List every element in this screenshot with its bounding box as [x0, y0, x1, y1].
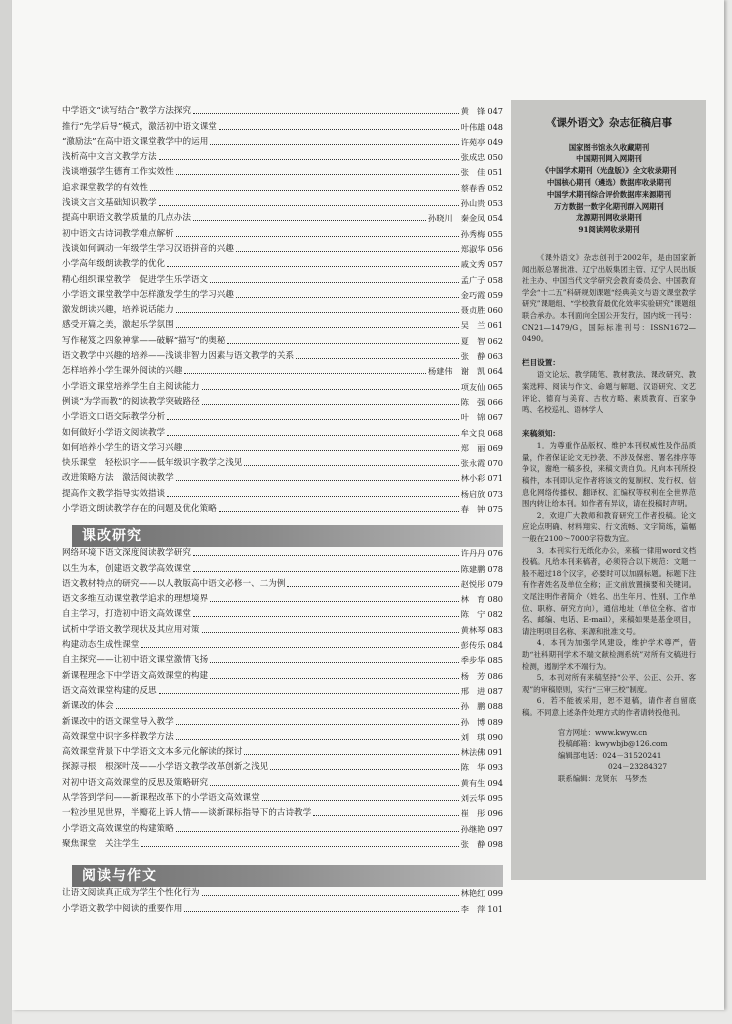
toc-entry[interactable] [62, 898, 503, 913]
toc-entry-page: 050 [487, 152, 503, 163]
toc-entry-author: 牟文良 [460, 427, 486, 438]
toc-entry-author: 叶伟雄 [460, 121, 486, 132]
indexing-list [522, 142, 696, 236]
submission-note: 1．为尊重作品版权、维护本刊权威性及作品质量，作者保证论文无抄袭、不涉及保密、署名排序等争议，谢绝一稿多投，来稿文责自负。凡向本刊所投稿件，本刊即认定作者将该文的复制权、发行权、信息化网络传播权、翻译权、汇编权等权利在全世界范围内转让给本刊。如作者有异议，请在投稿时声明。 [522, 441, 696, 509]
toc-entry[interactable] [62, 574, 503, 589]
toc-entry-title: 自主学习，打造初中语文高效课堂 [62, 609, 191, 620]
email-link[interactable]: kwywbjb@126.com [594, 739, 668, 749]
toc-entry-author: 陈 强 [460, 396, 486, 407]
toc-entry-title: 新课改的体会 [62, 701, 114, 712]
toc-entry-title: 浅谈如何调动一年级学生学习汉语拼音的兴趣 [62, 243, 234, 254]
toc-entry[interactable] [62, 315, 503, 330]
leader-dots [176, 327, 459, 328]
toc-group-3 [62, 883, 503, 914]
toc-entry-page: 059 [487, 289, 503, 300]
toc-entry-title: 写作秘笈之四象神掌——破解“描写”的奥秘 [62, 335, 226, 346]
phone-label: 编辑部电话： [558, 750, 603, 760]
toc-entry-author: 孟广子 [460, 274, 486, 285]
toc-entry-title: 自主探究——让初中语文课堂激情飞扬 [62, 655, 209, 666]
submission-note: 3．本刊实行无纸化办公，来稿一律用word文档投稿。凡给本刊来稿者，必须符合以下规范：文题一般不超过18个汉字，必要时可以加副标题。标题下注有作者姓名及单位全称；正文前放置摘要和关键词。文尾注明作者简介（姓名、出生年月、性别、工作单位、职称、研究方向），通信地址（单位全称、省市名、邮编、电话、E-mail），来稿如果是基金项目，请注明项目名称、来源和批准文号。 [522, 545, 696, 636]
toc-entry-title: 探源寻根 根深叶茂——小学语文教学改革创新之浅见 [62, 762, 269, 773]
leader-dots [116, 708, 459, 709]
sidebar-title: 《课外语文》杂志征稿启事 [546, 117, 672, 129]
leader-dots [202, 632, 459, 633]
toc-entry-title: 浅谈增强学生德育工作实效性 [62, 167, 174, 178]
toc-entry-author: 夏 智 [460, 335, 486, 346]
toc-entry[interactable] [62, 483, 503, 498]
toc-entry-author: 金巧霞 [460, 289, 486, 300]
leader-dots [210, 144, 458, 145]
toc-entry-author: 黄有生 [460, 777, 486, 788]
toc-entry[interactable] [62, 727, 503, 742]
toc-entry-page: 060 [487, 305, 503, 316]
toc-entry[interactable] [62, 772, 503, 787]
toc-entry[interactable] [62, 558, 503, 573]
toc-entry[interactable] [62, 788, 503, 803]
toc-entry-title: 以生为本，创建语文教学高效课堂 [62, 563, 191, 574]
toc-entry[interactable] [62, 361, 503, 376]
toc-entry[interactable] [62, 269, 503, 284]
toc-entry-title: 构建动态生成性课堂 [62, 640, 140, 651]
toc-entry-author: 刘 琪 [460, 731, 486, 742]
toc-entry-title: 快乐课堂 轻松识字——低年级识字教学之浅见 [62, 458, 243, 469]
toc-entry[interactable] [62, 589, 503, 604]
toc-entry-author: 孙 鹏 [460, 701, 486, 712]
toc-entry-page: 049 [487, 136, 503, 147]
toc-entry-page: 048 [487, 121, 503, 132]
toc-entry[interactable] [62, 116, 503, 131]
toc-entry-page: 062 [487, 335, 503, 346]
website-link[interactable]: www.kwyw.cn [594, 727, 648, 737]
toc-entry[interactable] [62, 635, 503, 650]
toc-entry-title: “激励法”在高中语文课堂教学中的运用 [62, 136, 209, 147]
toc-entry-author: 戚文秀 [460, 259, 486, 270]
toc-entry-title: 例谈“为学而教”的阅读教学突破路径 [62, 396, 200, 407]
toc-entry[interactable] [62, 757, 503, 772]
website-label: 官方网址： [558, 727, 595, 737]
leader-dots [227, 343, 458, 344]
toc-entry-page: 052 [487, 182, 503, 193]
toc-entry-page: 090 [487, 731, 503, 742]
leader-dots [167, 266, 459, 267]
toc-entry-page: 083 [487, 624, 503, 635]
contact-info [522, 727, 696, 785]
columns-heading: 栏目设置： [522, 357, 560, 367]
toc-entry-page: 088 [487, 701, 503, 712]
toc-entry[interactable] [62, 803, 503, 818]
leader-dots [193, 571, 459, 572]
leader-dots [176, 739, 459, 740]
phone-number: 024－31520241 [602, 750, 662, 760]
toc-entry-page: 101 [487, 903, 503, 914]
toc-entry-author: 黄林琴 [460, 624, 486, 635]
leader-dots [184, 373, 426, 374]
toc-entry[interactable] [62, 422, 503, 437]
toc-entry[interactable] [62, 254, 503, 269]
leader-dots [287, 586, 458, 587]
toc-group-1 [62, 101, 503, 514]
toc-entry-page: 067 [487, 412, 503, 423]
toc-entry-page: 091 [487, 747, 503, 758]
leader-dots [236, 251, 459, 252]
toc-entry-page: 057 [487, 259, 503, 270]
toc-entry[interactable] [62, 330, 503, 345]
toc-entry-page: 085 [487, 655, 503, 666]
toc-entry-author: 许苑亭 [460, 136, 486, 147]
toc-entry-author: 孙 博 [460, 716, 486, 727]
leader-dots [202, 895, 459, 896]
toc-entry-author: 郑 丽 [460, 442, 486, 453]
leader-dots [210, 282, 459, 283]
toc-entry-author: 林艳红 [460, 888, 486, 899]
toc-entry-author: 郑淑华 [460, 243, 486, 254]
toc-entry-title: 网络环境下语文深度阅读教学研究 [62, 548, 191, 559]
toc-entry[interactable] [62, 376, 503, 391]
toc-entry-title: 新课程理念下中学语文高效课堂的构建 [62, 670, 209, 681]
submission-note: 2．欢迎广大教师和教育研究工作者投稿。论文应论点明确、材料翔实、行文流畅、文字简练，篇幅一般在2100～7000字符数为宜。 [522, 510, 696, 544]
toc-entry-title: 浅谈文言文基础知识教学 [62, 198, 157, 209]
toc-entry[interactable] [62, 285, 503, 300]
toc-entry[interactable] [62, 101, 503, 116]
toc-entry-author: 吴 兰 [460, 320, 486, 331]
toc-entry-page: 070 [487, 458, 503, 469]
toc-entry-author: 赵悦彤 [460, 578, 486, 589]
toc-entry-author: 张成忠 [460, 152, 486, 163]
toc-entry-author: 孙晓川 秦金凤 [428, 213, 486, 224]
toc-entry[interactable] [62, 438, 503, 453]
leader-dots [296, 358, 459, 359]
toc-entry-title: 聚焦课堂 关注学生 [62, 838, 140, 849]
page-spine [0, 0, 12, 1024]
toc-entry-page: 095 [487, 793, 503, 804]
leader-dots [159, 159, 459, 160]
submission-note: 5．本刊对所有来稿坚持“公平、公正、公开、客观”的审稿原则，实行“三审三校”制度。 [522, 673, 696, 694]
toc-entry-author: 张 静 [460, 838, 486, 849]
toc-entry-author: 聂贞胜 [460, 305, 486, 316]
toc-entry-title: 小学语文教学中阅读的重要作用 [62, 903, 183, 914]
toc-entry-author: 林法佛 [460, 747, 486, 758]
toc-entry[interactable] [62, 453, 503, 468]
toc-entry-title: 提高中职语文教学质量的几点办法 [62, 213, 191, 224]
toc-entry[interactable] [62, 239, 503, 254]
leader-dots [193, 555, 459, 556]
toc-entry-page: 053 [487, 198, 503, 209]
toc-entry-page: 084 [487, 640, 503, 651]
editors-names: 龙贤东 马梦杰 [594, 773, 647, 783]
leader-dots [210, 601, 459, 602]
toc-entry-title: 语文教材特点的研究——以人教版高中语文必修一、二为例 [62, 578, 286, 589]
toc-entry[interactable] [62, 665, 503, 680]
toc-entry[interactable] [62, 619, 503, 634]
indexing-item: 国家图书馆永久收藏期刊 [568, 142, 650, 152]
leader-dots [193, 113, 459, 114]
indexing-item: 万方数据一数字化期刊群入网期刊 [554, 201, 664, 211]
journal-intro: 《课外语文》杂志创刊于2002年，是由国家新闻出版总署批准、辽宁出版集团主管、辽宁人民出版社主办、中国当代文学研究会教育委员会、中国教育学会“十二五”科研规划课题“经典美文与语文课堂教学研究”课题组、“学校教育最优化效率实验研究”课题组联合承办。本刊面向全国公开发行，国内统一刊号：CN21—1479/G，国际标准刊号：ISSN1672—0490。 [522, 252, 696, 344]
leader-dots [219, 129, 459, 130]
toc-entry-author: 杨 芳 [460, 670, 486, 681]
indexing-item: 中国核心期刊（遴选）数据库收录期刊 [546, 177, 672, 187]
phone-number: 024－23284327 [608, 762, 668, 772]
toc-entry-title: 中学语文“读写结合”教学方法探究 [62, 106, 192, 117]
toc-entry-page: 096 [487, 808, 503, 819]
toc-entry-page: 082 [487, 609, 503, 620]
toc-entry[interactable] [62, 499, 503, 514]
leader-dots [176, 312, 459, 313]
toc-entry-title: 从学答到学问——新课程改革下的小学语文高效课堂 [62, 793, 260, 804]
toc-entry[interactable] [62, 468, 503, 483]
toc-entry-page: 086 [487, 670, 503, 681]
toc-entry-page: 065 [487, 381, 503, 392]
toc-entry-page: 087 [487, 685, 503, 696]
toc-entry-title: 语文教学中兴趣的培养——浅谈非智力因素与语文教学的关系 [62, 351, 295, 362]
toc-entry-author: 刘云华 [460, 793, 486, 804]
leader-dots [167, 419, 459, 420]
toc-entry-page: 047 [487, 106, 503, 117]
toc-entry-author: 陈建鹏 [460, 563, 486, 574]
toc-entry-page: 099 [487, 888, 503, 899]
indexing-item: 中国期刊网入网期刊 [576, 154, 642, 164]
leader-dots [184, 911, 458, 912]
toc-entry[interactable] [62, 604, 503, 619]
leader-dots [141, 846, 458, 847]
leader-dots [150, 190, 459, 191]
toc-entry-author: 张 静 [460, 351, 486, 362]
indexing-item: 《中国学术期刊（光盘版）》全文收录期刊 [541, 166, 677, 176]
toc-entry-page: 098 [487, 838, 503, 849]
toc-entry-page: 080 [487, 594, 503, 605]
toc-entry[interactable] [62, 696, 503, 711]
toc-entry-page: 056 [487, 243, 503, 254]
leader-dots [176, 174, 459, 175]
toc-entry-page: 075 [487, 504, 503, 515]
toc-entry[interactable] [62, 392, 503, 407]
toc-entry-title: 小学语文口语交际教学分析 [62, 412, 166, 423]
indexing-item: 龙源期刊网收录期刊 [576, 213, 642, 223]
leader-dots [193, 220, 426, 221]
toc-entry-author: 彭传乐 [460, 640, 486, 651]
toc-entry-title: 一粒沙里见世界，半瓣花上诉人情——谈新课标指导下的古诗教学 [62, 808, 312, 819]
section-heading-reading-writing: 阅读与作文 [72, 865, 503, 887]
toc-entry-title: 对初中语文高效课堂的反思及策略研究 [62, 777, 209, 788]
toc-entry-page: 094 [487, 777, 503, 788]
call-for-papers-sidebar [511, 100, 706, 880]
leader-dots [313, 815, 459, 816]
toc-entry[interactable] [62, 208, 503, 223]
toc-entry-page: 076 [487, 548, 503, 559]
toc-entry-page: 089 [487, 716, 503, 727]
leader-dots [167, 496, 459, 497]
toc-entry-author: 孙秀梅 [460, 228, 486, 239]
indexing-item: 91阅读网收录期刊 [578, 225, 640, 235]
leader-dots [236, 297, 459, 298]
columns-text: 语文论坛、教学随笔、教材教法、课改研究、教案选粹、阅读与作文、命题与解题、汉语研究、文艺评论、德育与美育、古枚方略、素质教育、百家争鸣、名校巡礼、语林学人 [522, 370, 696, 415]
toc-entry-author: 杨建伟 谢 凯 [428, 366, 486, 377]
leader-dots [202, 404, 459, 405]
toc-entry[interactable] [62, 818, 503, 833]
toc-entry-author: 李 萍 [460, 903, 486, 914]
toc-entry-page: 078 [487, 563, 503, 574]
toc-entry-title: 追求课堂教学的有效性 [62, 182, 148, 193]
toc-entry-author: 杨启放 [460, 488, 486, 499]
toc-entry-title: 初中语文古诗词教学难点解析 [62, 228, 174, 239]
toc-entry[interactable] [62, 346, 503, 361]
leader-dots [244, 465, 458, 466]
leader-dots [219, 511, 459, 512]
leader-dots [159, 693, 459, 694]
toc-entry-title: 小学语文课堂教学中怎样激发学生的学习兴趣 [62, 289, 234, 300]
submission-note: 6．若不能被采用，恕不退稿，请作者自留底稿。不同意上述条件处理方式的作者请转投他刊。 [522, 696, 696, 717]
toc-entry-author: 张 佳 [460, 167, 486, 178]
toc-entry[interactable] [62, 681, 503, 696]
toc-entry[interactable] [62, 132, 503, 147]
toc-entry[interactable] [62, 407, 503, 422]
toc-entry-title: 语文多维互动课堂教学追求的理想境界 [62, 594, 209, 605]
toc-entry-title: 语文高效课堂构建的反思 [62, 685, 157, 696]
leader-dots [167, 435, 459, 436]
toc-entry-author: 崔 彤 [460, 808, 486, 819]
toc-entry-author: 黄 锋 [460, 106, 486, 117]
toc-entry-title: 如何培养小学生的语文学习兴趣 [62, 442, 183, 453]
toc-entry-title: 怎样培养小学生课外阅读的兴趣 [62, 366, 183, 377]
toc-entry-page: 054 [487, 213, 503, 224]
toc-entry-page: 068 [487, 427, 503, 438]
leader-dots [210, 678, 459, 679]
section-heading-reform: 课改研究 [72, 525, 503, 547]
toc-entry[interactable] [62, 193, 503, 208]
leader-dots [184, 450, 458, 451]
toc-entry-page: 055 [487, 228, 503, 239]
leader-dots [202, 389, 459, 390]
toc-entry[interactable] [62, 177, 503, 192]
toc-entry[interactable] [62, 147, 503, 162]
toc-entry-page: 066 [487, 396, 503, 407]
toc-entry-page: 051 [487, 167, 503, 178]
toc-entry-page: 069 [487, 442, 503, 453]
leader-dots [176, 831, 459, 832]
leader-dots [210, 662, 459, 663]
toc-entry-title: 精心组织课堂教学 促进学生乐学语文 [62, 274, 209, 285]
toc-entry-author: 叶 锦 [460, 412, 486, 423]
leader-dots [262, 800, 459, 801]
toc-entry-author: 许丹丹 [460, 548, 486, 559]
toc-entry-author: 孙山贵 [460, 198, 486, 209]
toc-group-2 [62, 543, 503, 849]
leader-dots [210, 785, 459, 786]
toc-entry-author: 季步华 [460, 655, 486, 666]
toc-entry-page: 071 [487, 473, 503, 484]
leader-dots [176, 724, 459, 725]
toc-entry-author: 项友仙 [460, 381, 486, 392]
toc-entry-title: 小学高年级朗读教学的优化 [62, 259, 166, 270]
toc-entry-title: 新课改中的语文课堂导入教学 [62, 716, 174, 727]
leader-dots [193, 616, 459, 617]
leader-dots [270, 769, 459, 770]
toc-entry-page: 061 [487, 320, 503, 331]
toc-entry-title: 高效课堂中识字多样教学方法 [62, 731, 174, 742]
leader-dots [176, 236, 459, 237]
toc-entry-author: 林 育 [460, 594, 486, 605]
toc-entry[interactable] [62, 543, 503, 558]
toc-entry-title: 提高作文教学指导实效措谈 [62, 488, 166, 499]
toc-entry-page: 093 [487, 762, 503, 773]
toc-entry-title: 改进策略方法 激活阅读教学 [62, 473, 174, 484]
toc-entry-author: 孙继艳 [460, 823, 486, 834]
toc-entry[interactable] [62, 300, 503, 315]
toc-entry-title: 激发朗读兴趣，培养说话能力 [62, 305, 174, 316]
toc-entry-title: 小学语文朗读教学存在的问题及优化策略 [62, 504, 217, 515]
toc-entry-page: 079 [487, 578, 503, 589]
submission-note: 4．本刊为加强学风建设，维护学术尊严，借助“社科期刊学术不端文献检测系统”对所有文稿进行检测，遏制学术不端行为。 [522, 638, 696, 671]
leader-dots [141, 647, 458, 648]
toc-entry-title: 浅析高中文言文教学方法 [62, 152, 157, 163]
toc-entry[interactable] [62, 711, 503, 726]
email-label: 投稿邮箱： [558, 739, 595, 749]
toc-entry[interactable] [62, 650, 503, 665]
leader-dots [159, 205, 459, 206]
editors-label: 联系编辑： [558, 773, 595, 783]
indexing-item: 中国学术期刊综合评价数据库来源期刊 [546, 189, 672, 199]
toc-entry-title: 如何做好小学语文阅读教学 [62, 427, 166, 438]
toc-entry[interactable] [62, 742, 503, 757]
submission-notes-heading: 来稿须知： [522, 428, 560, 438]
leader-dots [244, 754, 458, 755]
toc-entry-author: 林小彩 [460, 473, 486, 484]
toc-entry-title: 感受开篇之美，激起乐学氛围 [62, 320, 174, 331]
toc-entry-page: 063 [487, 351, 503, 362]
toc-entry-page: 058 [487, 274, 503, 285]
toc-entry-title: 试析中学语文教学现状及其应用对策 [62, 624, 200, 635]
toc-entry[interactable] [62, 883, 503, 898]
toc-entry-author: 邢 进 [460, 685, 486, 696]
toc-entry-page: 064 [487, 366, 503, 377]
toc-entry-author: 陈 宁 [460, 609, 486, 620]
toc-entry-title: 高效课堂背景下中学语文文本多元化解读的探讨 [62, 747, 243, 758]
toc-entry[interactable] [62, 834, 503, 849]
toc-entry-author: 蔡春香 [460, 182, 486, 193]
toc-entry[interactable] [62, 223, 503, 238]
toc-entry-author: 张永霞 [460, 458, 486, 469]
toc-entry-page: 097 [487, 823, 503, 834]
toc-entry-author: 陈 华 [460, 762, 486, 773]
toc-entry-title: 让语文阅读真正成为学生个性化行为 [62, 888, 200, 899]
toc-entry-author: 春 钟 [460, 504, 486, 515]
toc-entry-page: 073 [487, 488, 503, 499]
toc-entry-title: 推行“先学后导”模式，激活初中语文课堂 [62, 121, 217, 132]
toc-entry-title: 小学语文课堂培养学生自主阅读能力 [62, 381, 200, 392]
toc-entry-title: 小学语文高效课堂的构建策略 [62, 823, 174, 834]
toc-entry[interactable] [62, 162, 503, 177]
leader-dots [176, 480, 459, 481]
